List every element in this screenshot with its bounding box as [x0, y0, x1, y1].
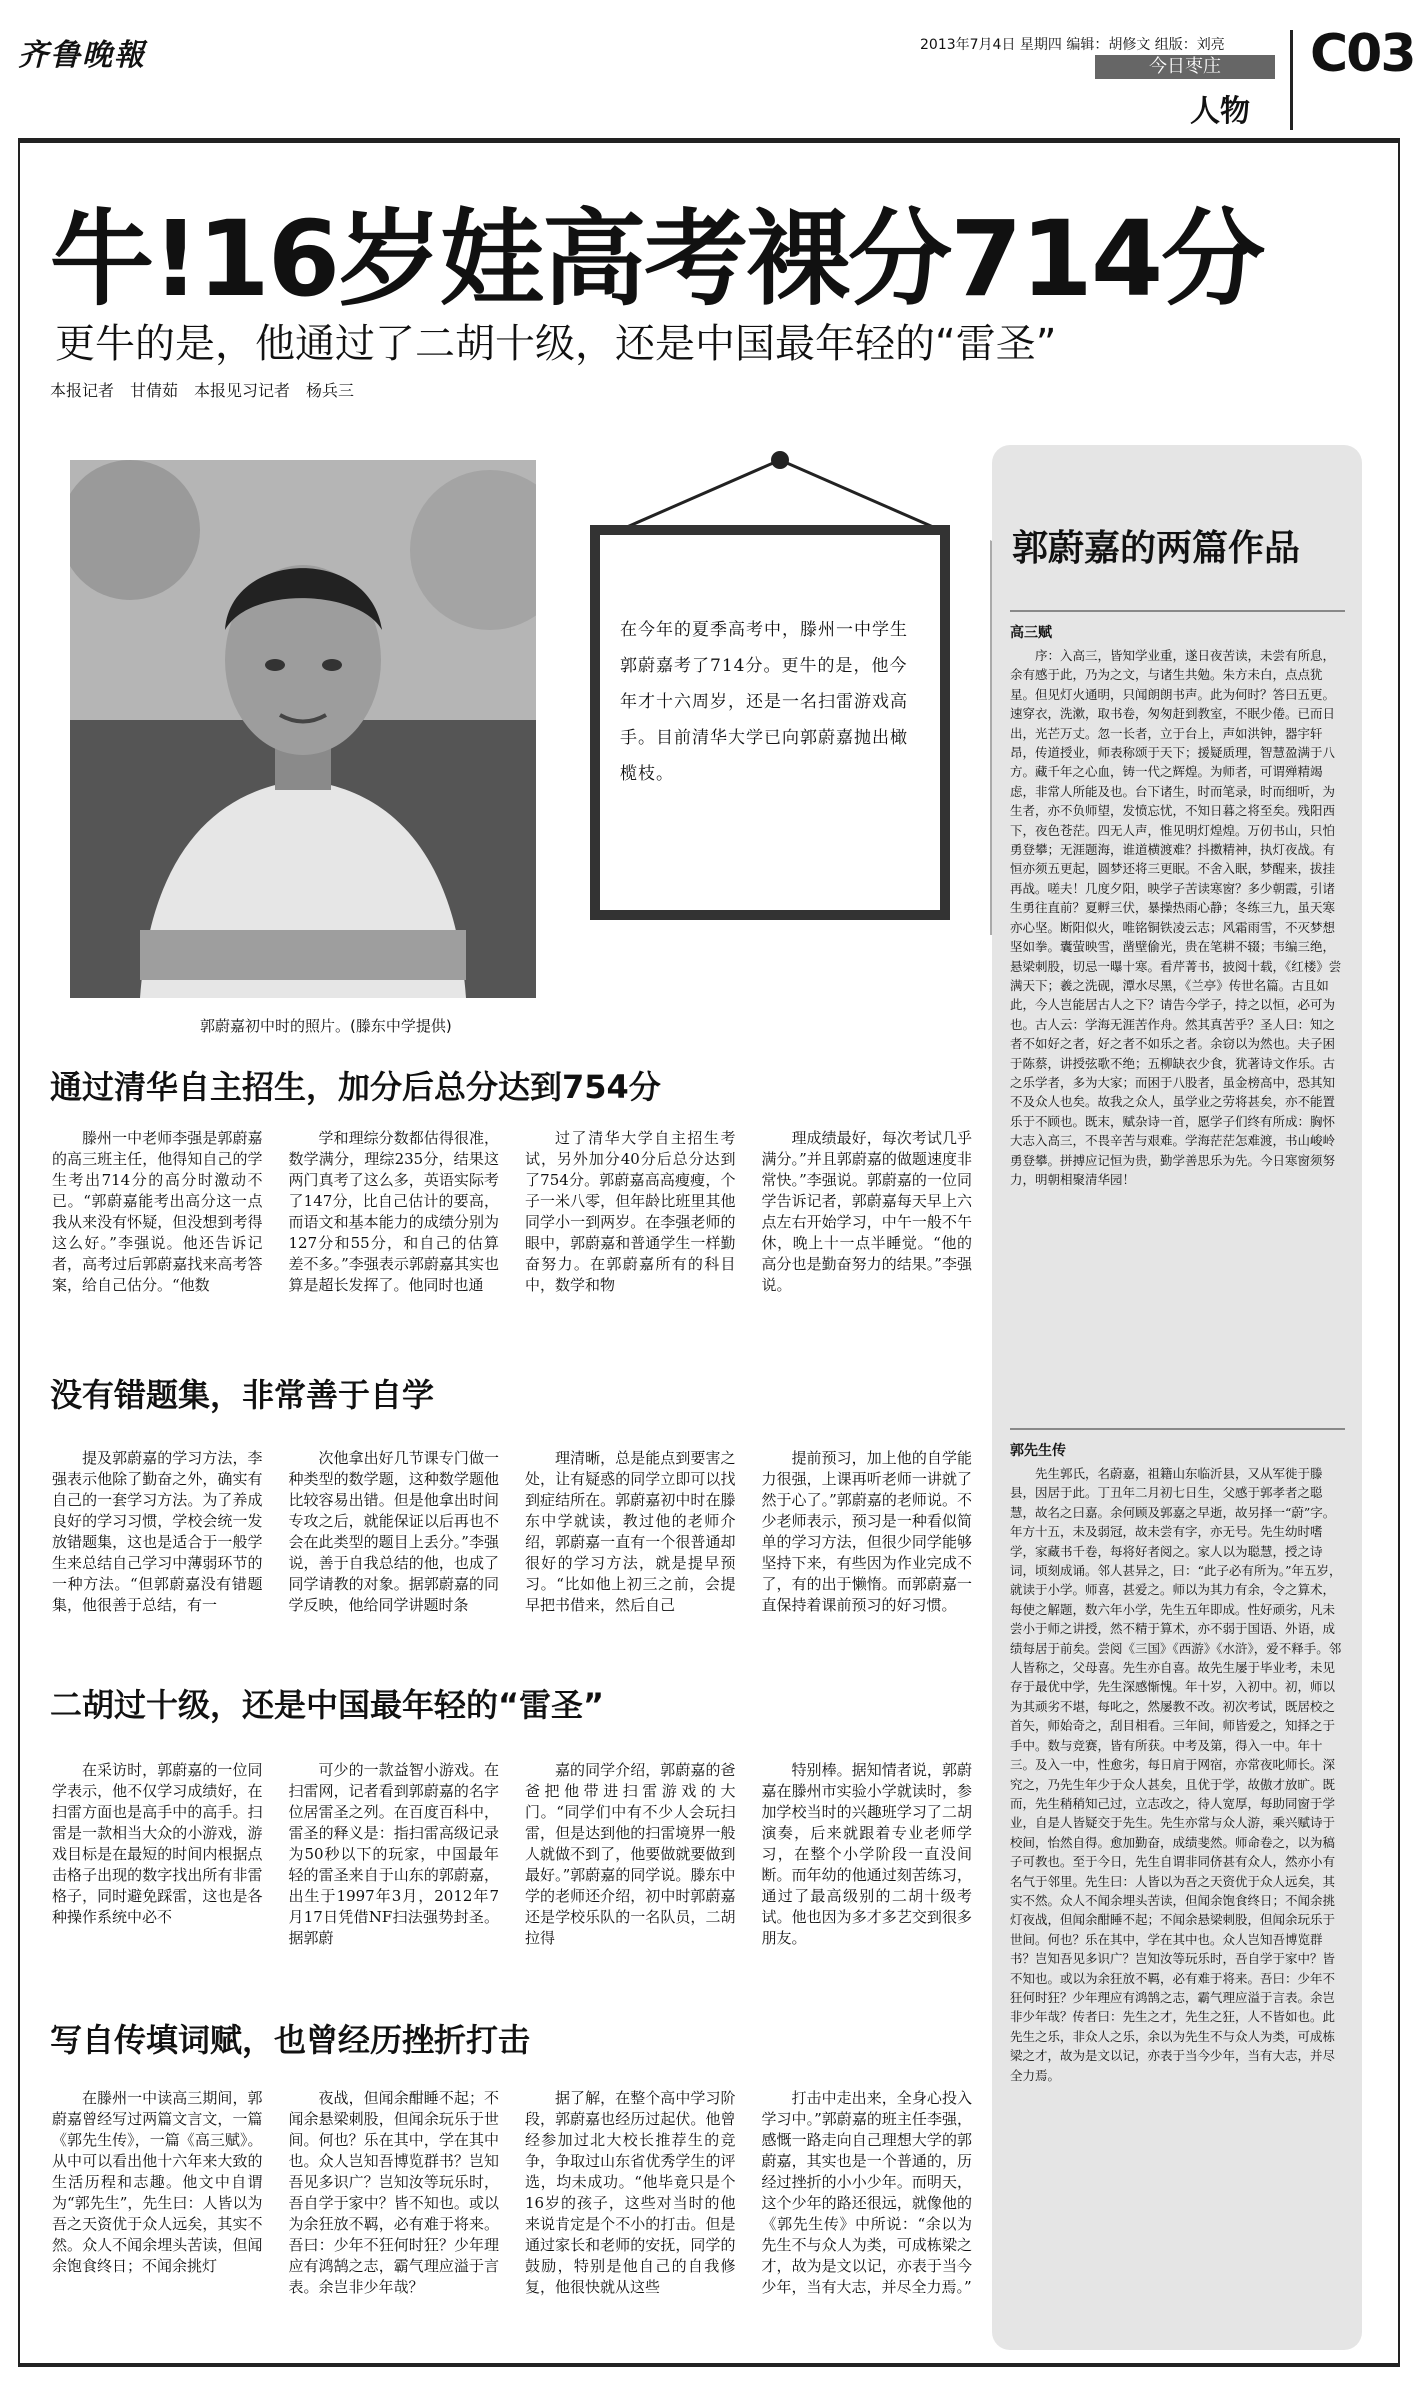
work-text-gaosan: 序：入高三，皆知学业重，遂日夜苦读，未尝有所息，余有感于此，乃为之文，与诸生共勉。朱方未白，点点犹星。但见灯火通明，只闻朗朗书声。此为何时？答曰五更。速穿衣，洗漱，取书卷，匆匆赶到教室，不眠少倦。已而日出，光芒万丈。忽一长者，立于台上，声如洪钟，器宇轩昂，传道授业，师表称颂于天下；援疑质理，智慧盈满于八方。藏千年之心血，铸一代之辉煌。为师者，可谓殚精竭虑，非常人所能及也。台下诸生，时而笔录，时而细听，为生者，亦不负师望，发愤忘忧，不知日暮之将至矣。残阳西下，夜色苍茫。四无人声，惟见明灯煌煌。万仞书山，只怕勇登攀；无涯题海，谁道横渡难？抖擞精神，执灯夜战。有恒亦须五更起，圆梦还将三更眠。不舍入眠，梦醒来，拔挂再战。嗟夫！几度夕阳，映学子苦读寒窗？多少朝霞，引诸生勇往直前？夏孵三伏，暴操热雨心静；冬练三九，虽天寒亦心坚。断阳似火，唯铭铜铁凌云志；风霜雨雪，不灭梦想坚如拳。囊萤映雪，凿壁偷光，贵在笔耕不辍；韦编三绝，悬梁刺股，切忌一曝十寒。看芹菁书，披阅十载，《红楼》尝满天下；羲之洗砚，潭水尽黑，《兰亭》传世名篇。古且如此，今人岂能居古人之下？请告今学子，持之以恒，必可为也。古人云：学海无涯苦作舟。然其真苦乎？圣人曰：知之者不如好之者，好之者不如乐之者。余窃以为然也。夫子困于陈蔡，讲授弦歌不绝；五柳缺衣少食，犹著诗文作乐。古之乐学者，多为大家；而困于八股者，虽金榜高中，恐其知不及众人也矣。故我之众人，虽学业之劳将甚矣，亦不能置乐于不顾也。既末，赋杂诗一首，愿学子们终有所成：胸怀大志入高三，不畏辛苦与艰难。学海茫茫怎难渡，书山峻岭勇登攀。拼搏应记恒为贵，勤学善思乐为先。今日寒窗须努力，明朝相聚清华园！	[1010, 648, 1342, 1187]
text-column: 在滕州一中读高三期间，郭蔚嘉曾经写过两篇文言文，一篇《郭先生传》，一篇《高三赋》。从中可以看出他十六年来大致的生活历程和志趣。他文中自谓为“郭先生”，先生曰：人皆以为吾之天资优于众人远矣，其实不然。众人不闻余埋头苦读，但闻余饱食终日；不闻余挑灯	[52, 2089, 263, 2275]
work-title-biography: 郭先生传	[1010, 1443, 1066, 1459]
section-name: 人物	[1190, 94, 1250, 129]
text-column: 次他拿出好几节课专门做一种类型的数学题，这种数学题他比较容易出错。但是他拿出时间专攻之后，就能保证以后再也不会在此类型的题目上丢分。”李强说，善于自我总结的他，也成了同学请教的对象。据郭蔚嘉的同学反映，他给同学讲题时条	[288, 1449, 499, 1614]
student-photo	[70, 460, 536, 998]
section-heading-writing-setbacks: 写自传填词赋，也曾经历挫折打击	[50, 2021, 531, 2059]
sidebar-rule	[1010, 1428, 1345, 1430]
section-body-erhu-minesweeper	[52, 1760, 972, 1949]
section-body-writing-setbacks	[52, 2088, 972, 2298]
section-heading-erhu-minesweeper: 二胡过十级，还是中国最年轻的“雷圣”	[50, 1686, 605, 1724]
text-column: 嘉的同学介绍，郭蔚嘉的爸爸把他带进扫雷游戏的大门。“同学们中有不少人会玩扫雷，但是达到他的扫雷境界一般人就做不到了，他要做就要做到最好。”郭蔚嘉的同学说。滕东中学的老师还介绍，初中时郭蔚嘉还是学校乐队的一名队员，二胡拉得	[525, 1761, 736, 1947]
text-column: 夜战，但闻余酣睡不起；不闻余悬梁刺股，但闻余玩乐于世间。何也？乐在其中，学在其中也。众人岂知吾博览群书？岂知吾见多识广？岂知汝等玩乐时，吾自学于家中？皆不知也。或以为余狂放不羁，必有难于将来。吾曰：少年不狂何时狂？少年理应有鸿鹄之志，霸气理应溢于言表。余岂非少年哉？	[288, 2089, 499, 2296]
section-body-admission	[52, 1128, 972, 1296]
text-column: 特别棒。据知情者说，郭蔚嘉在滕州市实验小学就读时，参加学校当时的兴趣班学习了二胡演奏，后来就跟着专业老师学习，在整个小学阶段一直没间断。而年幼的他通过刻苦练习，通过了最高级别的二胡十级考试。他也因为多才多艺交到很多朋友。	[761, 1761, 972, 1947]
subheadline: 更牛的是，他通过了二胡十级，还是中国最年轻的“雷圣”	[55, 321, 1057, 367]
section-heading-self-study: 没有错题集，非常善于自学	[50, 1376, 435, 1414]
text-column: 学和理综分数都估得很准，数学满分，理综235分，结果这两门真考了这么多，英语实际考了147分，比自己估计的要高，而语文和基本能力的成绩分别为127分和55分，和自己的估算差不多。”李强表示郭蔚嘉其实也算是超长发挥了。他同时也通	[288, 1129, 499, 1294]
work-text-biography: 先生郭氏，名蔚嘉，祖籍山东临沂县，又从军徙于滕县，因居于此。丁丑年二月初七日生，父感于郭孝者之聪慧，故名之曰嘉。余何顾及郭嘉之早逝，故另择一“蔚”字。年方十五，未及弱冠，故未尝有字，亦无号。先生幼时嗜学，家藏书千卷，每将好者阅之。家人以为聪慧，授之诗词，顷刻成诵。邻人甚异之，曰：“此子必有所为。”年五岁，就读于小学。师喜，甚爱之。师以为其力有余，令之算术，每使之解题，数六年小学，先生五年即成。性好顽劣，凡未尝小于师之讲授，然不精于算术，亦不弱于国语、外语，成绩每居于前矣。尝阅《三国》《西游》《水浒》，爱不释手。邻人皆称之，父母喜。先生亦自喜。故先生屡于毕业考，未见存于最优中学，先生深感惭愧。年十岁，入初中。初，师以为其顽劣不堪，每叱之，然屡教不改。初次考试，既居校之首矢，师始奇之，刮目相看。三年间，师皆爱之，知择之于手中。数与竞赛，皆有所获。中考及第，得入一中。年十三。及入一中，性愈劣，每日肩于网宿，亦常夜叱师长。深究之，乃先生年少于众人甚矣，且优于学，故傲才放旷。既而，先生稍稍知己过，立志改之，待人宽厚，每助同窗于学业，自是人皆疑交于先生。先生亦常与众人游，乘兴赋诗于校间，怡然自得。愈加勤奋，成绩斐然。师命卷之，以为稿子可教也。至于今日，先生自谓非同侪甚有众人，然亦小有名气于邻里。先生曰：人皆以为吾之天资优于众人远矣，其实不然。众人不闻余埋头苦读，但闻余饱食终日；不闻余挑灯夜战，但闻余酣睡不起；不闻余悬梁刺股，但闻余玩乐于世间。何也？乐在其中，学在其中也。众人岂知吾博览群书？岂知吾见多识广？岂知汝等玩乐时，吾自学于家中？皆不知也。或以为余狂放不羁，必有难于将来。吾曰：少年不狂何时狂？少年理应有鸿鹄之志，霸气理应溢于言表。余岂非少年哉？传者曰：先生之才，先生之狂，人不皆如也。此先生之乐，非众人之乐，余以为先生不与众人为类，可成栋梁之才，故为是文以记，亦表于当今少年，当有大志，并尽全力焉。	[1010, 1466, 1342, 2083]
frame-right-rule	[1398, 143, 1400, 2363]
text-column: 在采访时，郭蔚嘉的一位同学表示，他不仅学习成绩好，在扫雷方面也是高手中的高手。扫雷是一款相当大众的小游戏，游戏目标是在最短的时间内根据点击格子出现的数字找出所有非雷格子，同时避免踩雷，这也是各种操作系统中必不	[52, 1761, 263, 1926]
dateline: 2013年7月4日 星期四 编辑：胡修文 组版：刘亮	[920, 37, 1225, 53]
section-body-self-study	[52, 1448, 972, 1616]
text-column: 理成绩最好，每次考试几乎满分。”并且郭蔚嘉的做题速度非常快。”李强说。郭蔚嘉的一位同学告诉记者，郭蔚嘉每天早上六点左右开始学习，中午一般不午休，晚上十一点半睡觉。“他的高分也是勤奋努力的结果。”李强说。	[761, 1129, 972, 1294]
sidebar-rule	[1010, 610, 1345, 612]
intro-text: 在今年的夏季高考中，滕州一中学生郭蔚嘉考了714分。更牛的是，他今年才十六周岁，还是一名扫雷游戏高手。目前清华大学已向郭蔚嘉抛出橄榄枝。	[620, 620, 908, 784]
section-band: 今日枣庄	[1095, 55, 1275, 79]
text-column: 提及郭蔚嘉的学习方法，李强表示他除了勤奋之外，确实有自己的一套学习方法。为了养成良好的学习习惯，学校会统一发放错题集，这也是适合于一般学生来总结自己学习中薄弱环节的一种方法。“但郭蔚嘉没有错题集，他很善于总结，有一	[52, 1449, 263, 1614]
bottom-rule	[18, 2363, 1400, 2367]
text-column: 打击中走出来，全身心投入学习中。”郭蔚嘉的班主任李强，感慨一路走向自己理想大学的郭蔚嘉，其实也是一个普通的，历经过挫折的小小少年。而明天，这个少年的路还很远，就像他的《郭先生传》中所说：“余以为先生不与众人为类，可成栋梁之才，故为是文以记，亦表于当今少年，当有大志，并尽全力焉。”	[761, 2089, 972, 2296]
byline: 本报记者 甘倩茹 本报见习记者 杨兵三	[50, 381, 355, 400]
text-column: 可少的一款益智小游戏。在扫雷网，记者看到郭蔚嘉的名字位居雷圣之列。在百度百科中，雷圣的释义是：指扫雷高级记录为50秒以下的玩家，中国最年轻的雷圣来自于山东的郭蔚嘉，出生于1997年3月，2012年7月17日凭借NF扫法强势封圣。据郭蔚	[288, 1761, 499, 1947]
text-column: 滕州一中老师李强是郭蔚嘉的高三班主任，他得知自己的学生考出714分的高分时激动不已。“郭蔚嘉能考出高分这一点我从来没有怀疑，但没想到考得这么好。”李强说。他还告诉记者，高考过后郭蔚嘉找来高考答案，给自己估分。“他数	[52, 1129, 263, 1294]
frame-left-rule	[18, 143, 20, 2363]
text-column: 过了清华大学自主招生考试，另外加分40分后总分达到了754分。郭蔚嘉高高瘦瘦，个子一米八零，但年龄比班里其他同学小一到两岁。在李强老师的眼中，郭蔚嘉和普通学生一样勤奋努力。在郭蔚嘉所有的科目中，数学和物	[525, 1129, 736, 1294]
newspaper-masthead: 齐鲁晚報	[18, 38, 146, 73]
text-column: 据了解，在整个高中学习阶段，郭蔚嘉也经历过起伏。他曾经参加过北大校长推荐生的竞争，争取过山东省优秀学生的评选，均未成功。“他毕竟只是个16岁的孩子，这些对当时的他来说肯定是个不小的打击。但是通过家长和老师的安抚，同学的鼓励，特别是他自己的自我修复，他很快就从这些	[525, 2089, 736, 2296]
page-number: C03	[1310, 24, 1415, 84]
text-column: 理清晰，总是能点到要害之处，让有疑惑的同学立即可以找到症结所在。郭蔚嘉初中时在滕东中学就读，教过他的老师介绍，郭蔚嘉一直有一个很普通却很好的学习方法，就是提早预习。“比如他上初三之前，会提早把书借来，然后自己	[525, 1449, 736, 1614]
work-title-gaosan: 高三赋	[1010, 625, 1052, 641]
photo-caption: 郭蔚嘉初中时的照片。(滕东中学提供)	[200, 1017, 452, 1035]
headline: 牛!16岁娃高考裸分714分	[50, 198, 1264, 320]
top-rule	[18, 138, 1400, 143]
text-column: 提前预习，加上他的自学能力很强，上课再听老师一讲就了然于心了。”郭蔚嘉的老师说。不少老师表示，预习是一种看似简单的学习方法，但很少同学能够坚持下来，有些因为作业完成不了，有的出于懒惰。而郭蔚嘉一直保持着课前预习的好习惯。	[761, 1449, 972, 1614]
sidebar-title: 郭蔚嘉的两篇作品	[1012, 528, 1301, 569]
section-heading-admission: 通过清华自主招生，加分后总分达到754分	[50, 1068, 661, 1106]
header-divider	[1290, 30, 1293, 130]
portrait-illustration	[70, 460, 536, 998]
